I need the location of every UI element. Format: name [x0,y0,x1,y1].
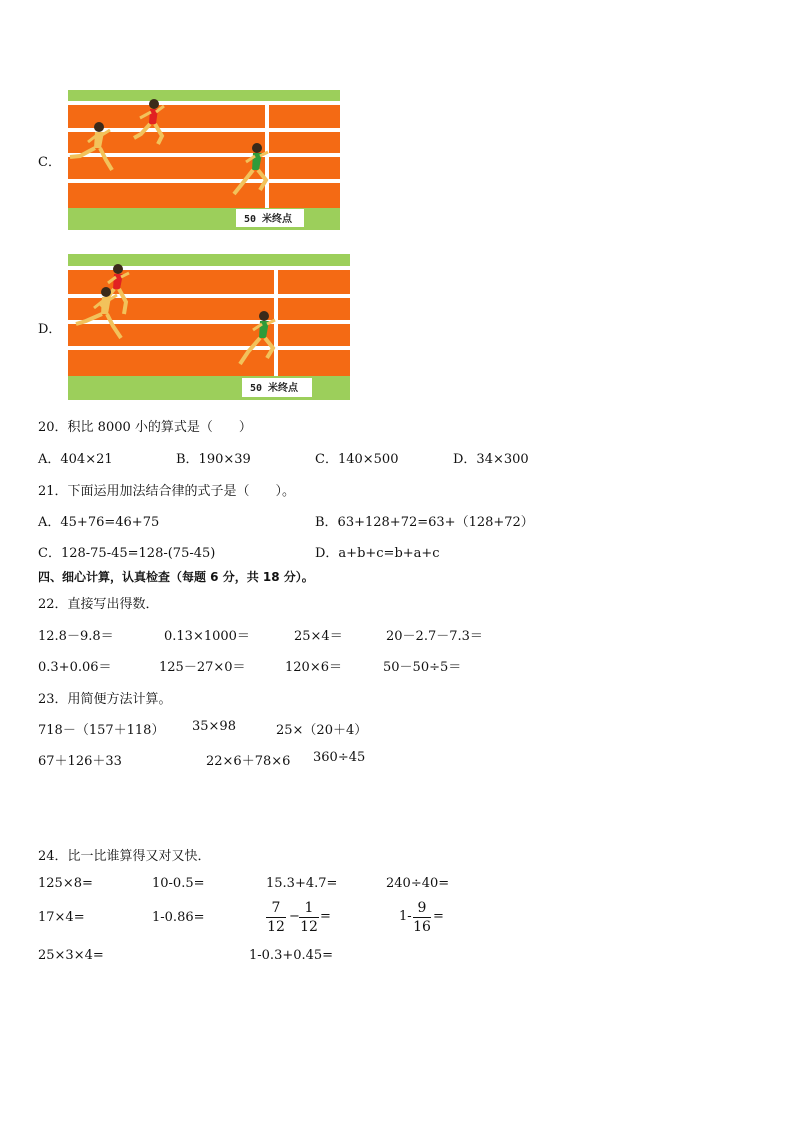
fraction-denominator: 16 [413,919,431,935]
q21-option-a[interactable]: A．45+76=46+75 [38,515,160,530]
q22-expression: 125－27×0＝ [159,660,246,675]
equals-sign: = [433,909,444,924]
q24-expression: 1-0.3+0.45= [249,948,334,963]
question-23-stem: 23．用简便方法计算。 [38,692,172,707]
race-track-image-d [66,254,352,400]
race-track-image-c [66,90,342,230]
q24-expression: 125×8= [38,876,93,891]
q23-expression: 35×98 [192,719,236,734]
fraction-1-12 [299,900,319,935]
q23-expression: 67＋126＋33 [38,754,122,769]
section-4-title: 四、细心计算，认真检查（每题 6 分，共 18 分）。 [38,570,314,584]
q24-expression: 15.3+4.7= [266,876,338,891]
q22-expression: 12.8－9.8＝ [38,629,114,644]
question-20-stem: 20．积比 8000 小的算式是（ ） [38,420,252,435]
q22-expression: 25×4＝ [294,629,343,644]
minus-sign: − [289,909,300,924]
q24-expression-prefix: 1- [399,909,412,924]
fraction-7-12 [266,900,286,935]
question-24-stem: 24．比一比谁算得又对又快． [38,849,211,864]
q22-expression: 0.13×1000＝ [164,629,250,644]
q21-option-b[interactable]: B．63+128+72=63+（128+72） [315,515,534,530]
equals-sign: = [320,909,331,924]
option-c-letter: C． [38,155,61,170]
q23-expression: 718－（157＋118） [38,723,165,738]
fraction-numerator: 1 [304,900,314,916]
q20-option-d[interactable]: D．34×300 [453,452,529,467]
q20-option-c[interactable]: C．140×500 [315,452,399,467]
q22-expression: 0.3+0.06＝ [38,660,112,675]
q22-expression: 20－2.7－7.3＝ [386,629,483,644]
q23-expression: 22×6＋78×6 [206,754,291,769]
option-d-letter: D． [38,322,62,337]
question-21-stem: 21．下面运用加法结合律的式子是（ ）。 [38,484,296,499]
q22-expression: 120×6＝ [285,660,342,675]
finish-label-c: 50 米终点 [244,214,293,225]
q23-expression: 25×（20＋4） [276,723,368,738]
finish-label-d: 50 米终点 [250,383,299,394]
fraction-numerator: 7 [271,900,281,916]
fraction-9-16 [413,900,431,935]
fraction-denominator: 12 [267,919,285,935]
q21-option-c[interactable]: C．128-75-45=128-(75-45) [38,546,216,561]
q20-option-a[interactable]: A．404×21 [38,452,113,467]
q24-expression: 17×4= [38,910,85,925]
q23-expression: 360÷45 [313,750,366,765]
q24-expression: 240÷40= [386,876,450,891]
q24-expression: 25×3×4= [38,948,104,963]
fraction-denominator: 12 [300,919,318,935]
q22-expression: 50－50÷5＝ [383,660,462,675]
q21-option-d[interactable]: D．a+b+c=b+a+c [315,546,440,561]
question-22-stem: 22．直接写出得数． [38,597,159,612]
q24-expression: 10-0.5= [152,876,205,891]
q24-expression: 1-0.86= [152,910,205,925]
q20-option-b[interactable]: B．190×39 [176,452,251,467]
fraction-numerator: 9 [417,900,427,916]
